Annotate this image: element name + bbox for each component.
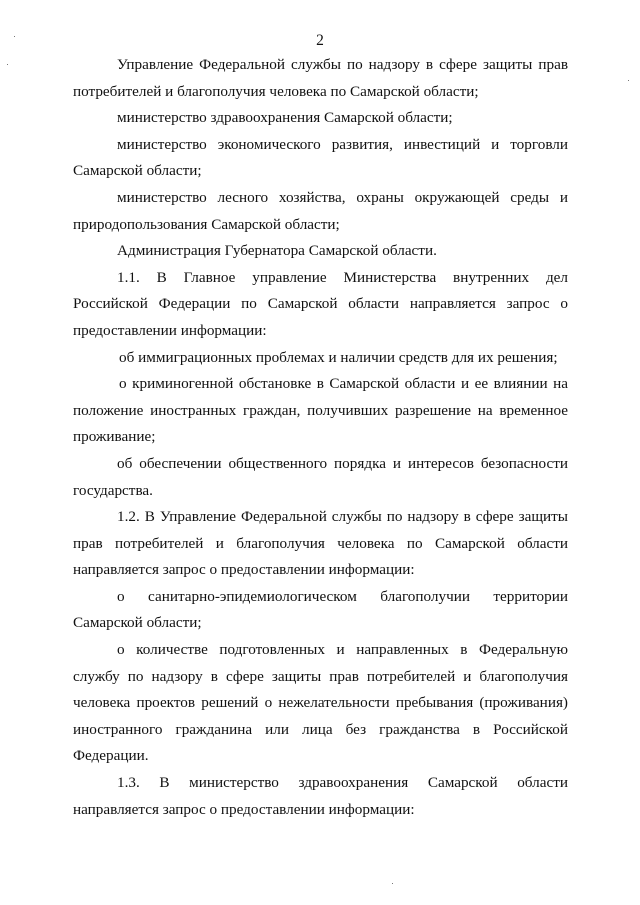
paragraph-health-ministry-recipient: министерство здравоохранения Самарской области; [117, 109, 453, 127]
paragraph-governor-administration-recipient: Администрация Губернатора Самарской области. [117, 242, 437, 260]
paragraph-section-1-2: 1.2. В Управление Федеральной службы по надзору в сфере защиты прав потребителей и благополучия человека по Самарской области направляется запрос о предоставлении информации: [73, 508, 568, 579]
paragraph-rospotrebnadzor-recipient: Управление Федеральной службы по надзору в сфере защиты прав потребителей и благополучия человека по Самарской области; [73, 56, 568, 100]
document-body [73, 52, 568, 823]
paragraph-section-1-3: 1.3. В министерство здравоохранения Самарской области направляется запрос о предоставлении информации: [73, 774, 568, 818]
scan-speck [14, 36, 15, 37]
page-number: 2 [316, 32, 324, 49]
paragraph-section-1-1: 1.1. В Главное управление Министерства внутренних дел Российской Федерации по Самарской области направляется запрос о предоставлении информации: [73, 268, 568, 339]
paragraph-economy-ministry-recipient: министерство экономического развития, инвестиций и торговли Самарской области; [73, 135, 568, 180]
paragraph-undesirability-decisions: о количестве подготовленных и направленных в Федеральную службу по надзору в сфере защиты прав потребителей и благополучия человека проектов решений о нежелательности пребывания (проживания) иностранного гражданина или лица без гражданства в Российской Федерации. [73, 641, 568, 765]
paragraph-public-order: об обеспечении общественного порядка и интересов безопасности государства. [73, 454, 568, 499]
paragraph-forestry-ministry-recipient: министерство лесного хозяйства, охраны окружающей среды и природопользования Самарской области; [73, 188, 568, 233]
scan-speck [7, 64, 8, 65]
scan-speck [628, 80, 629, 81]
paragraph-sanitary-wellbeing: о санитарно-эпидемиологическом благополучии территории Самарской области; [73, 587, 568, 632]
paragraph-immigration-problems: об иммиграционных проблемах и наличии средств для их решения; [119, 348, 558, 366]
scan-speck [392, 883, 393, 884]
paragraph-criminal-situation: о криминогенной обстановке в Самарской области и ее влиянии на положение иностранных граждан, получивших разрешение на временное проживание; [73, 375, 568, 446]
